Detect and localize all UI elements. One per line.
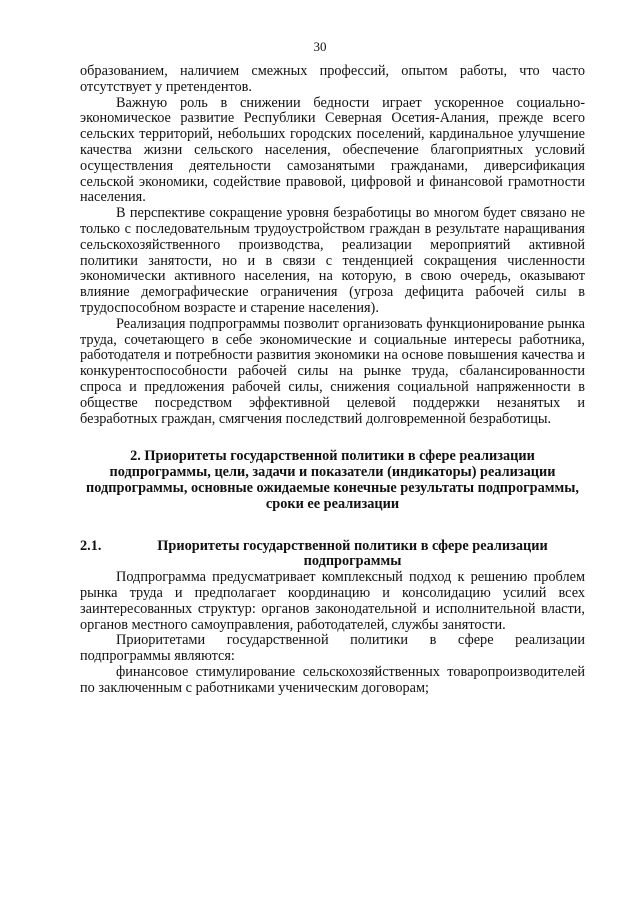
paragraph: Реализация подпрограммы позволит организовать функционирование рынка труда, сочетающего в себе экономические и социальные интересы работника, работодателя и потребности развития экономики на основе повышения качества и конкурентоспособности рабочей силы на рынке труда, сбалансированности спроса и предложения рабочей силы, снижения социальной напряженности в обществе посредством эффективной целевой поддержки незанятых и безработных граждан, смягчения последствий долговременной безработицы. <box>80 315 585 427</box>
subsection-heading <box>80 539 585 571</box>
paragraph: финансовое стимулирование сельскохозяйственных товаропроизводителей по заключенным с работниками ученическим договорам; <box>80 663 585 696</box>
paragraph: Приоритетами государственной политики в сфере реализации подпрограммы являются: <box>80 632 585 665</box>
paragraph: образованием, наличием смежных профессий, опытом работы, что часто отсутствует у претендентов. <box>80 63 585 95</box>
paragraph: Подпрограмма предусматривает комплексный подход к решению проблем рынка труда и предполагает координацию и консолидацию усилий всех заинтересованных структур: органов законодательной и исполнительной власти, органов местного самоуправления, работодателей, службы занятости. <box>80 569 585 633</box>
paragraph: В перспективе сокращение уровня безработицы во многом будет связано не только с последовательным трудоустройством граждан в результате наращивания сельскохозяйственного производства, реализации мероприятий активной политики занятости, но и в связи с тенденцией сокращения численности экономически активного населения, на которую, в свою очередь, оказывают влияние демографические ограничения (угроза дефицита рабочей силы в трудоспособном возрасте и старение населения). <box>80 205 585 316</box>
section-heading: 2. Приоритеты государственной политики в сфере реализации подпрограммы, цели, задачи и показатели (индикаторы) реализации подпрограммы, основные ожидаемые конечные результаты подпрограммы, сроки ее реализации <box>86 448 579 512</box>
subsection-title: Приоритеты государственной политики в сфере реализации подпрограммы <box>157 537 548 570</box>
document-body <box>80 64 585 696</box>
page-number: 30 <box>313 39 327 54</box>
paragraph: Важную роль в снижении бедности играет ускоренное социально-экономическое развитие Республики Северная Осетия-Алания, прежде всего сельских территорий, небольших городских поселений, кардинальное улучшение качества жизни сельского населения, обеспечение благоприятных условий осуществления деятельности самозанятыми гражданами, диверсификация сельской экономики, содействие правовой, цифровой и финансовой грамотности населения. <box>80 94 585 206</box>
subsection-number: 2.1. <box>80 537 102 554</box>
